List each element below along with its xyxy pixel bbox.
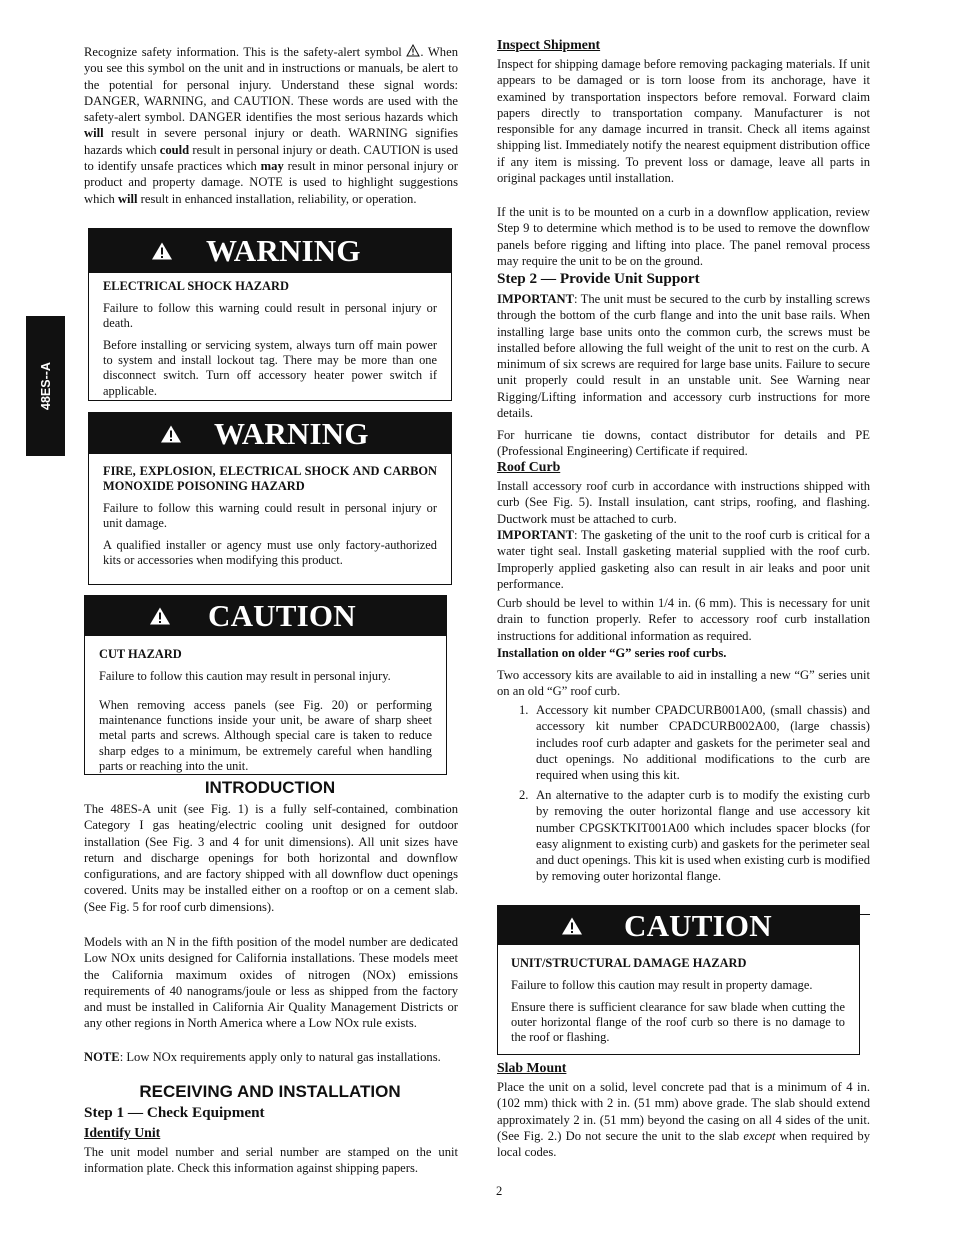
caution-title: CAUTION [624,907,772,943]
caution-box-structural [497,905,860,1055]
warning-header [89,229,451,273]
safety-alert-icon [406,44,420,57]
low-nox-paragraph: Models with an N in the fifth position of the model number are dedicated Low NOx units designed for California installations. These models meet the California maximum oxides of nitrogen (NOx) emissions requirements of 40 nanograms/joule or less as shipped from the factory and must be installed in California Air Quality Management Districts or any other regions in North America where a Low NOx rule exists. [84,935,458,1031]
identify-unit-text: The unit model number and serial number are stamped on the unit information plate. Check this information against shipping papers. [84,1145,458,1176]
caution-header [498,906,859,945]
caution-triangle-icon [561,916,583,935]
note-text: : Low NOx requirements apply only to natural gas installations. [119,1050,441,1064]
note-paragraph [84,1049,458,1065]
curb-level-text: Curb should be level to within 1/4 in. (6 mm). This is necessary for unit drain to function properly. Refer to accessory roof curb installation instructions for additional information as required. [497,596,870,643]
intro-bold: could [159,142,190,157]
important-text: : The gasketing of the unit to the roof curb is critical for a water tight seal. Install gasketing material supplied with the roof curb. Improperly applied gasketing also can result in air leaks and poor unit performance. [497,528,870,591]
roof-curb-text: Install accessory roof curb in accordance with instructions shipped with curb (See Fig. 5). Install insulation, cant strips, roofing, and flashing. Ductwork must be attached to curb. [497,479,870,526]
list-text: An alternative to the adapter curb is to modify the existing curb by removing the outer horizontal flange and use accessory kit number CPGSKTKIT001A00 which includes spacer blocks (for easy alignment to existing curb) and gaskets for the perimeter seal and duct openings. This kit is used when existing curb is modified by removing outer horizontal flange. [536,788,870,884]
side-tab [26,316,65,456]
step2-heading: Step 2 — Provide Unit Support [497,270,700,287]
introduction-paragraph: The 48ES-A unit (see Fig. 1) is a fully self-contained, combination Category I gas heating/electric cooling unit designed for outdoor installation (See Fig. 3 and 4 for unit dimensions). All unit sizes have return and discharge openings for both horizontal and downflow configurations, and are factory shipped with all downflow duct openings covered. Units may be installed either on a rooftop or on a cement slab. (See Fig. 5 for roof curb dimensions). [84,802,458,914]
slab-text: Place the unit on a solid, level concrete pad that is a minimum of 4 in. (102 mm) thick with 2 in. (51 mm) above grade. The slab should extend approximately 2 in. (51 mm) beyond the casing on all 4 sides of the unit. (See Fig. 2.) Do not secure the unit to the slab [497,1080,870,1143]
note-label: NOTE [84,1050,120,1064]
unit-support-text [497,291,870,421]
inspect-shipment-text: Inspect for shipping damage before removing packaging materials. If unit appears to be damaged or is torn loose from its anchorage, have it examined by transportation inspectors before removal. Forward claim papers directly to transportation company. Manufacturer is not responsible for any damage incurred in transit. Check all items against shipping list. Immediately notify the nearest equipment distribution office if any item is missing. To prevent loss or damage, leave all parts in original packages until installation. [497,57,870,186]
warning-title: WARNING [214,415,369,451]
side-tab-label: 48ES--A [38,362,53,410]
warning-box-electrical [88,228,452,401]
hazard-title: CUT HAZARD [99,647,182,661]
caution-text: Failure to follow this caution may result in personal injury. [99,669,391,683]
inspect-shipment-heading: Inspect Shipment [497,37,601,52]
warning-text: A qualified installer or agency must use only factory-authorized kits or accessories when modifying this product. [103,538,437,568]
safety-intro-paragraph [84,44,458,207]
warning-box-fire [88,412,452,585]
warning-text: Failure to follow this warning could result in personal injury or unit damage. [103,501,437,531]
list-item [519,702,870,784]
hurricane-text: For hurricane tie downs, contact distributor for details and PE (Professional Engineering) Certificate if required. [497,428,870,459]
caution-header [85,596,446,636]
downflow-text: If the unit is to be mounted on a curb in a downflow application, review Step 9 to determine which method is to be used to remove the downflow panels before rigging and lifting into place. The panel removal process may require the unit to be on the ground. [497,205,870,268]
receiving-heading: RECEIVING AND INSTALLATION [139,1082,401,1101]
intro-text: result in personal injury or death. CAUTION is used to identify unsafe practices which [84,142,458,174]
warning-triangle-icon [151,242,173,261]
page-number: 2 [496,1184,503,1198]
slab-emphasis: except [743,1128,776,1143]
caution-text: Ensure there is sufficient clearance for saw blade when cutting the outer horizontal flange of the roof curb so there is no damage to the roof or flashing. [511,1000,845,1045]
intro-bold: will [117,191,138,206]
warning-text: Before installing or servicing system, always turn off main power to system and install lockout tag. There may be more than one disconnect switch. Turn off accessory heater power switch if applicable. [103,338,437,398]
warning-title: WARNING [206,233,361,268]
intro-text: result in minor personal injury or product and property damage. NOTE is used to highlight suggestions which [84,159,458,206]
list-number: 2. [519,788,529,802]
step1-heading: Step 1 — Check Equipment [84,1104,265,1121]
intro-bold: will [84,126,104,141]
caution-title: CAUTION [208,598,356,633]
caution-text: Failure to follow this caution may result in property damage. [511,978,813,992]
important-label: IMPORTANT [497,292,574,306]
list-item [519,787,870,902]
important-label: IMPORTANT [497,528,574,542]
intro-text: Recognize safety information. This is the safety-alert symbol [84,45,407,59]
hazard-title: UNIT/STRUCTURAL DAMAGE HAZARD [511,956,747,970]
hazard-title: ELECTRICAL SHOCK HAZARD [103,279,289,293]
list-text: Accessory kit number CPADCURB001A00, (small chassis) and accessory kit number CPADCURB002A00, (large chassis) includes roof curb adapter and gaskets for the perimeter seal and duct openings. No additional modifications to the curb are required when using this kit. [536,703,870,783]
slab-mount-text [497,1079,870,1160]
caution-text: When removing access panels (see Fig. 20) or performing maintenance functions inside your unit, be aware of sharp sheet metal parts and screws. Although special care is taken to reduce sharp edges to a minimum, be extremely careful when handling parts or reaching into the unit. [99,698,432,773]
introduction-heading: INTRODUCTION [204,778,336,797]
intro-bold: may [260,159,284,174]
slab-mount-heading: Slab Mount [497,1060,567,1075]
roof-curb-heading: Roof Curb [497,459,561,474]
intro-text: result in enhanced installation, reliability, or operation. [137,191,417,206]
important-text: : The unit must be secured to the curb by installing screws through the bottom of the curb flange and into the unit base rails. When installing large base units onto the common curb, the screws must be installed before allowing the full weight of the unit to rest on the curb. A minimum of six screws are required for large base units. Failure to secure unit properly could result in an unstable unit. See Warning near Rigging/Lifting information and accessory curb instructions for more details. [497,292,870,421]
gasketing-text [497,527,870,592]
intro-text: result in severe personal injury or death. WARNING signifies hazards which [84,126,458,157]
caution-triangle-icon [149,607,171,626]
older-curbs-text: Two accessory kits are available to aid in installing a new “G” series unit on an old “G” roof curb. [497,668,870,699]
slab-text: when required by local codes. [497,1128,870,1160]
warning-triangle-icon [160,424,182,443]
warning-text: Failure to follow this warning could result in personal injury or death. [103,301,437,331]
caution-box-cut [84,595,447,775]
list-number: 1. [519,703,529,717]
warning-header [89,413,451,454]
hazard-title: FIRE, EXPLOSION, ELECTRICAL SHOCK AND CARBON MONOXIDE POISONING HAZARD [103,464,437,493]
divider [860,914,870,915]
identify-unit-heading: Identify Unit [84,1125,161,1140]
intro-text: . When you see this symbol on the unit and in instructions or manuals, be alert to the potential for personal injury. Understand these signal words: DANGER, WARNING, and CAUTION. These words are used with the safety-alert symbol. DANGER identifies the most serious hazards which [84,45,458,125]
older-curbs-heading: Installation on older “G” series roof curbs. [497,646,727,660]
